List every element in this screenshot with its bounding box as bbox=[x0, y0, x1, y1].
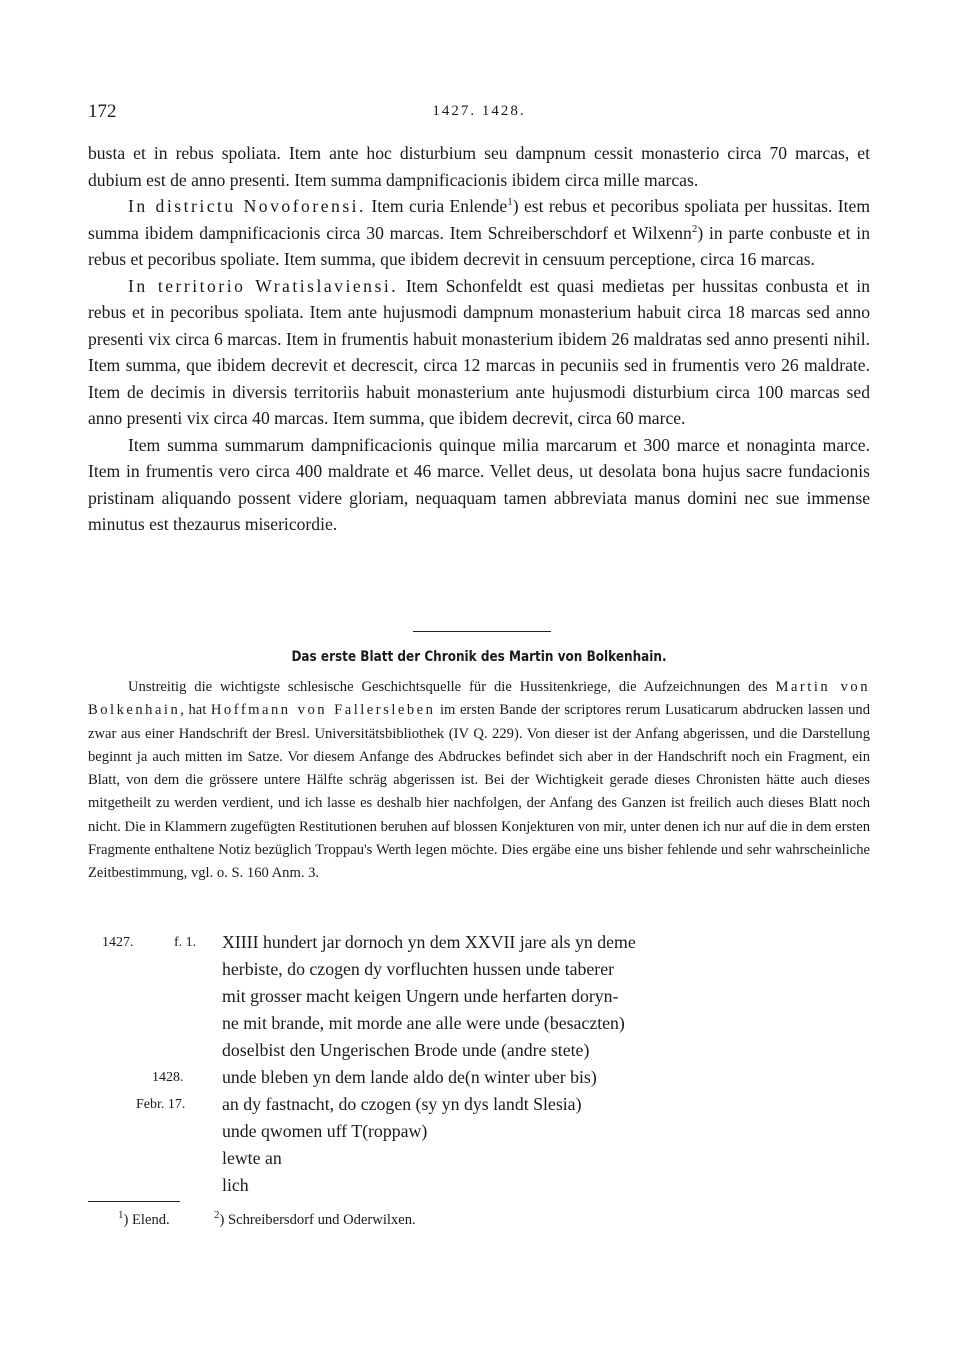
intro-paragraph: Unstreitig die wichtigste schlesische Geschichtsquelle für die Hussitenkriege, die Aufzeichnungen des Martin von Bolkenhain, hat Hoffmann von Fallersleben im ersten Bande der scriptores rerum Lusaticarum abdrucken lassen und zwar aus einer Handschrift der Bresl. Universitätsbibliothek (IV Q. 229). Von dieser ist der Anfang abgerissen, und die Darstellung beginnt ja auch mitten im Satze. Vor diesem Anfange des Abdruckes befindet sich aber in der Handschrift noch ein Fragment, ein Blatt, von dem die grössere untere Hälfte schräg abgerissen ist. Bei der Wichtigkeit gerade dieses Chronisten hätte auch dieses mitgetheilt zu werden verdient, und ich lasse es deshalb hier nachfolgen, der Anfang des Ganzen ist freilich auch dieses Blatt noch nicht. Die in Klammern zugefügten Restitutionen beruhen auf blossen Konjekturen von mir, unter denen ich nur auf die in dem ersten Fragmente enthaltene Notiz bezüglich Troppau's Werth legen möchte. Dies ergäbe eine uns bisher fehlende und sehr wahrscheinliche Zeitbestimmung, vgl. o. S. 160 Anm. 3. bbox=[88, 679, 870, 882]
margin-folio: f. 1. bbox=[174, 935, 197, 950]
paragraph-summa-summarum: Item summa summarum dampnificacionis quinque milia marcarum et 300 marce et nonaginta marce. Item in frumentis vero circa 400 maldrate et 46 marce. Vellet deus, ut desolata bona hujus sacre fundacionis pristinam aliquando possent videre gloriam, nequaquam tamen abbreviata manus domini nec sue immense minutus est thezaurus misericordie. bbox=[88, 434, 870, 534]
chronicle-line bbox=[88, 1148, 870, 1174]
paragraph-novoforensi: In districtu Novoforensi. Item curia Enlende$^1$) est rebus et pecoribus spoliata per hussitas. Item summa ibidem dampnificacionis circa 30 marcas. Item Schreiberschdorf et Wilxenn$^2$) in parte conbuste et in rebus et pecoribus spoliate. Item summa, que ibidem decrevit in censuum perceptione, circa 16 marcas. bbox=[88, 196, 871, 269]
footnote-mark: 1 bbox=[118, 1209, 124, 1221]
chronicle-text: herbiste, do czogen dy vorfluchten hussen unde taberer bbox=[222, 959, 615, 979]
page-header bbox=[88, 101, 870, 125]
footnote-ref-1[interactable]: 1 bbox=[507, 196, 513, 209]
margin-date: Febr. 17. bbox=[136, 1097, 186, 1112]
margin-year: 1428. bbox=[152, 1070, 184, 1085]
section-heading: Das erste Blatt der Chronik des Martin von Bolkenhain. bbox=[291, 649, 667, 665]
chronicle-text: lewte an bbox=[222, 1148, 282, 1168]
district-heading: In districtu Novoforensi. bbox=[128, 196, 366, 216]
footnote-rule bbox=[88, 1201, 180, 1202]
running-head-years: 1427. 1428. bbox=[432, 103, 526, 119]
chronicle-line bbox=[88, 1040, 870, 1066]
chronicle-text: ne mit brande, mit morde ane alle were unde (besaczten) bbox=[222, 1013, 625, 1033]
footnote-1: $^1$) Elend. bbox=[118, 1209, 170, 1228]
chronicle-text: lich bbox=[222, 1175, 249, 1195]
chronicle-text: unde bleben yn dem lande aldo de(n winter uber bis) bbox=[222, 1067, 597, 1087]
chronicle-line bbox=[88, 1175, 870, 1201]
footnote-2: $^2$) Schreibersdorf und Oderwilxen. bbox=[214, 1209, 416, 1228]
margin-year: 1427. bbox=[102, 935, 134, 950]
chronicle-introduction bbox=[88, 676, 870, 886]
paragraph-damage-continuation: busta et in rebus spoliata. Item ante hoc disturbium seu dampnum cessit monasterio circa 70 marcas, et dubium est de anno presenti. Item summa dampnificacionis ibidem circa mille marcas. bbox=[88, 143, 870, 190]
chronicle-text: mit grosser macht keigen Ungern unde herfarten doryn- bbox=[222, 986, 619, 1006]
chronicle-line bbox=[88, 1121, 870, 1147]
chronicle-line bbox=[88, 1094, 870, 1120]
chronicle-line bbox=[88, 932, 870, 958]
author-name: Martin von Bolkenhain bbox=[88, 679, 870, 719]
chronicle-text: unde qwomen uff T(roppaw) bbox=[222, 1121, 428, 1141]
chronicle-text: XIIII hundert jar dornoch yn dem XXVII jare als yn deme bbox=[222, 932, 636, 952]
section-divider-rule bbox=[413, 631, 551, 632]
chronicle-line bbox=[88, 959, 870, 985]
footnote-ref-2[interactable]: 2 bbox=[691, 222, 698, 235]
footnote-mark: 2 bbox=[214, 1209, 220, 1221]
page-number: 172 bbox=[88, 101, 117, 122]
chronicle-text: an dy fastnacht, do czogen (sy yn dys landt Slesia) bbox=[222, 1094, 582, 1114]
chronicle-line bbox=[88, 1067, 870, 1093]
chronicle-text: doselbist den Ungerischen Brode unde (andre stete) bbox=[222, 1040, 590, 1060]
latin-report-text bbox=[88, 140, 870, 538]
editor-name: Hoffmann von Fallersleben bbox=[210, 702, 436, 719]
paragraph-wratislaviensi: In territorio Wratislaviensi. Item Schonfeldt est quasi medietas per hussitas conbusta et in rebus et in pecoribus spoliata. Item ante hujusmodi dampnum monasterium habuit circa 18 marcas sed anno presenti vix circa 6 marcas. Item in frumentis habuit monasterium ibidem 26 maldratas sed anno presenti nihil. Item summa, que ibidem decrevit et decrescit, circa 12 marcas in pecuniis sed in frumentis vero 26 maldrate. Item de decimis in diversis territoriis habuit monasterium ante hujusmodi disturbium circa 100 marcas sed anno presenti vix circa 40 marcas. Item summa, que ibidem decrevit, circa 60 marce. bbox=[88, 275, 870, 428]
territory-heading: In territorio Wratislaviensi. bbox=[128, 275, 399, 296]
chronicle-line bbox=[88, 986, 870, 1012]
chronicle-line bbox=[88, 1013, 870, 1039]
